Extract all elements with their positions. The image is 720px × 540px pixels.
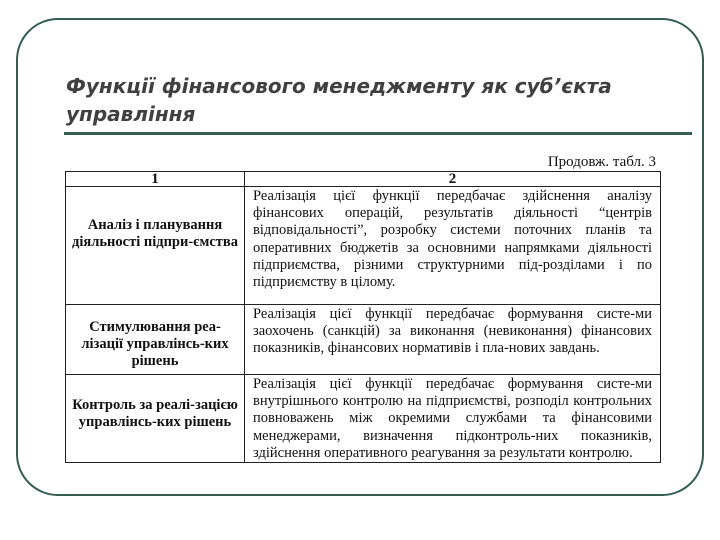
function-name: Аналіз і планування діяльності підпри-ємства <box>72 217 238 250</box>
function-name: Стимулювання реа-лізації управлінсь-ких рішень <box>81 319 229 369</box>
function-description-cell: Реалізація цієї функції передбачає здійснення аналізу фінансових операцій, результатів діяльності “центрів відповідальності”, розробку системи поточних планів та оперативних бюджетів за основними напрямками діяльності підприємства, різними структурними під-розділами і по підприємству в цілому. <box>245 187 661 305</box>
function-description-cell: Реалізація цієї функції передбачає формування систе-ми внутрішнього контролю на підприємстві, розподіл контрольних повноважень між окремими службами та фінансовими менеджерами, визначення підконтроль-них показників, здійснення оперативного реагування за результати контролю. <box>245 375 661 463</box>
title-divider <box>64 132 692 135</box>
function-name-cell <box>66 305 245 375</box>
functions-table-container <box>65 171 661 463</box>
table-row <box>66 187 661 305</box>
column-header-1: 1 <box>66 172 245 187</box>
table-row <box>66 305 661 375</box>
table-continuation-label: Продовж. табл. 3 <box>547 154 656 170</box>
table-row <box>66 375 661 463</box>
functions-table <box>65 171 661 463</box>
column-header-2: 2 <box>245 172 661 187</box>
table-header-row <box>66 172 661 187</box>
slide-title: Функції фінансового менеджменту як суб’єкта управління <box>66 74 612 126</box>
function-name-cell <box>66 187 245 305</box>
function-name: Контроль за реалі-зацією управлінсь-ких рішень <box>72 397 238 430</box>
function-description-cell: Реалізація цієї функції передбачає формування систе-ми заохочень (санкцій) за виконання (невиконання) фінансових показників, фінансових нормативів і пла-нових завдань. <box>245 305 661 375</box>
function-name-cell <box>66 375 245 463</box>
